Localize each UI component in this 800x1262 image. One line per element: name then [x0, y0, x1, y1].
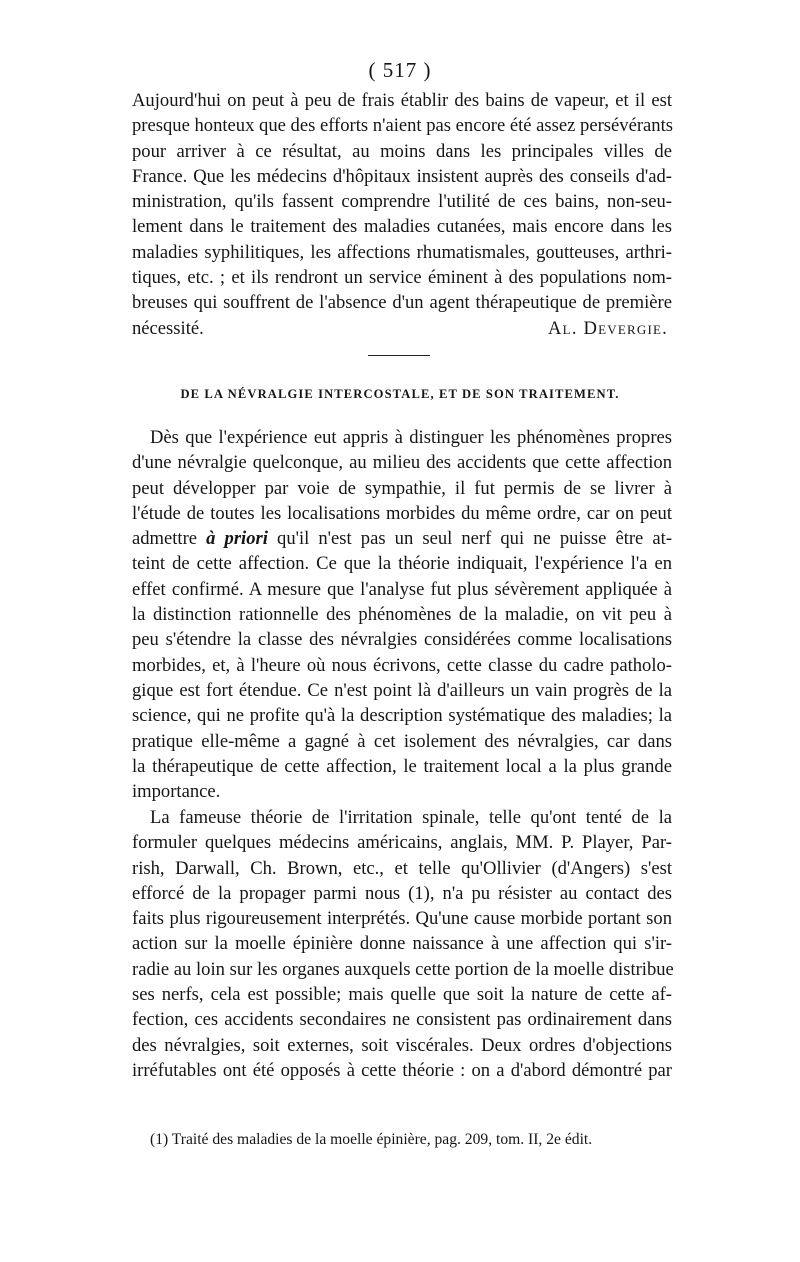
- text-line: Dès que l'expérience eut appris à distinguer les phénomènes propres: [150, 427, 672, 448]
- text-line: teint de cette affection. Ce que la théorie indiquait, l'expérience l'a en: [132, 553, 672, 575]
- author-signature: Al. Devergie.: [548, 317, 668, 339]
- text-line: science, qui ne profite qu'à la description systématique des maladies; la: [132, 705, 672, 727]
- text-line: tiques, etc. ; et ils rendront un service éminent à des populations nom-: [132, 267, 672, 289]
- text-line: rish, Darwall, Ch. Brown, etc., et telle qu'Ollivier (d'Angers) s'est: [132, 857, 672, 879]
- text-line: importance.: [132, 781, 221, 803]
- text-segment: qu'il n'est pas un seul nerf qui ne puisse être at-: [267, 528, 673, 550]
- text-line: gique est fort étendue. Ce n'est point là d'ailleurs un vain progrès de la: [132, 679, 672, 701]
- text-line: effet confirmé. A mesure que l'analyse fut plus sévèrement appliquée à: [132, 578, 672, 600]
- section-divider: [368, 355, 430, 356]
- paragraph-spinal-irritation: [132, 805, 672, 1083]
- text-line: des névralgies, soit externes, soit viscérales. Deux ordres d'objections: [132, 1034, 672, 1056]
- text-line: irréfutables ont été opposés à cette théorie : on a d'abord démontré par: [132, 1059, 672, 1081]
- text-line: l'étude de toutes les localisations morbides du même ordre, car on peut: [132, 502, 672, 524]
- signature-line: [132, 316, 672, 341]
- footnote: (1) Traité des maladies de la moelle épinière, pag. 209, tom. II, 2e édit.: [150, 1131, 593, 1148]
- text-line: ministration, qu'ils fassent comprendre l'utilité de ces bains, non-seu-: [132, 191, 672, 213]
- text-line: [132, 526, 672, 551]
- text-line: faits plus rigoureusement interprétés. Qu'une cause morbide portant son: [132, 908, 672, 930]
- text-line: peu s'étendre la classe des névralgies considérées comme localisations: [132, 629, 672, 651]
- text-line: action sur la moelle épinière donne naissance à une affection qui s'ir-: [132, 933, 672, 955]
- text-line: La fameuse théorie de l'irritation spinale, telle qu'ont tenté de la: [150, 807, 672, 828]
- text-line: breuses qui souffrent de l'absence d'un agent thérapeutique de première: [132, 292, 672, 314]
- text-line: Aujourd'hui on peut à peu de frais établir des bains de vapeur, et il est: [132, 90, 672, 111]
- text-line: fection, ces accidents secondaires ne consistent pas ordinairement dans: [132, 1009, 672, 1031]
- text-line: la thérapeutique de cette affection, le traitement local a la plus grande: [132, 755, 672, 777]
- text-line: d'une névralgie quelconque, au milieu des accidents que cette affection: [132, 452, 672, 474]
- text-line: morbides, et, à l'heure où nous écrivons, cette classe du cadre patholo-: [132, 654, 672, 676]
- italic-phrase: à priori: [206, 528, 268, 550]
- text-line: ses nerfs, cela est possible; mais quelle que soit la nature de cette af-: [132, 984, 672, 1006]
- text-line: pour arriver à ce résultat, au moins dans les principales villes de: [132, 140, 672, 162]
- text-line: maladies syphilitiques, les affections rhumatismales, goutteuses, arthri-: [132, 241, 672, 263]
- text-line: France. Que les médecins d'hôpitaux insistent auprès des conseils d'ad-: [132, 165, 672, 187]
- text-line: peut développer par voie de sympathie, il fut permis de se livrer à: [132, 477, 672, 499]
- intro-paragraph: [132, 88, 672, 341]
- paragraph-neuralgia: [132, 425, 672, 804]
- section-title: DE LA NÉVRALGIE INTERCOSTALE, ET DE SON TRAITEMENT.: [180, 387, 620, 401]
- page-number: ( 517 ): [368, 58, 432, 82]
- text-line: presque honteux que des efforts n'aient pas encore été assez persévérants: [132, 115, 673, 137]
- text-line: pratique elle-même a gagné à cet isolement des névralgies, car dans: [132, 730, 672, 752]
- closing-word: nécessité.: [132, 317, 204, 339]
- text-line: radie au loin sur les organes auxquels cette portion de la moelle distribue: [132, 958, 674, 980]
- text-line: efforcé de la propager parmi nous (1), n'a pu résister au contact des: [132, 882, 672, 904]
- text-line: formuler quelques médecins américains, anglais, MM. P. Player, Par-: [132, 832, 672, 854]
- text-segment: admettre: [132, 528, 207, 550]
- text-line: lement dans le traitement des maladies cutanées, mais encore dans les: [132, 216, 672, 238]
- text-line: la distinction rationnelle des phénomènes de la maladie, on vit peu à: [132, 604, 672, 626]
